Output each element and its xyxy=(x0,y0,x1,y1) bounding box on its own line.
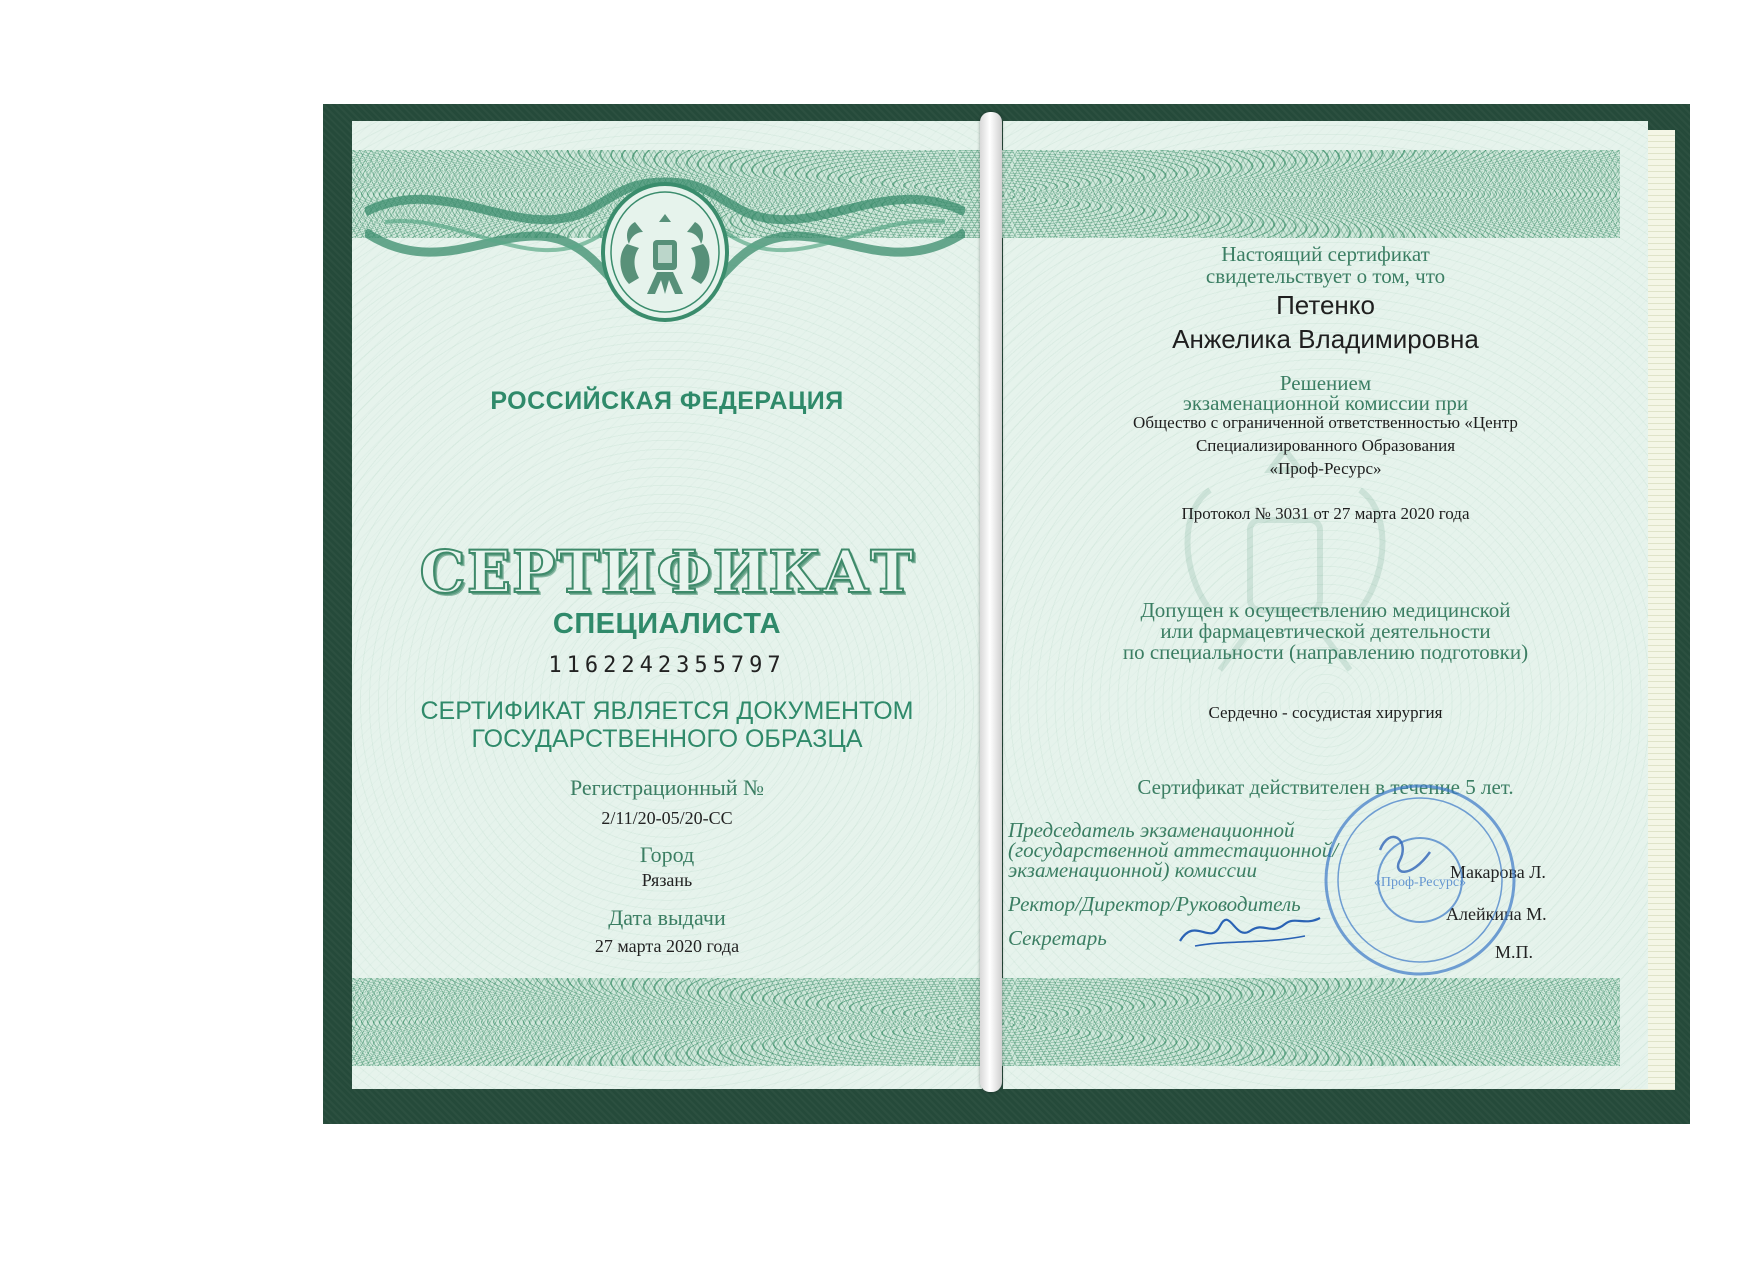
binding-elastic xyxy=(980,112,1002,1092)
seal-place: М.П. xyxy=(1495,942,1534,962)
handwritten-signature xyxy=(1175,896,1325,956)
organization-line-2: Специализированного Образования xyxy=(1195,436,1456,455)
issue-date-value: 27 марта 2020 года xyxy=(594,936,740,956)
chairman-label-line-2: (государственной аттестационной/ xyxy=(1008,838,1339,862)
holder-surname: Петенко xyxy=(1276,290,1375,320)
chairman-label-line-3: экзаменационной) комиссии xyxy=(1008,858,1257,882)
holder-given-names: Анжелика Владимировна xyxy=(1172,324,1479,354)
city-label: Город xyxy=(639,842,695,867)
state-document-line-2: ГОСУДАРСТВЕННОГО ОБРАЗЦА xyxy=(471,725,863,753)
certificate-number: 1162242355797 xyxy=(548,653,786,678)
chairman-label-line-1: Председатель экзаменационной xyxy=(1008,818,1295,842)
secretary-label: Секретарь xyxy=(1008,926,1107,950)
admitted-line-1: Допущен к осуществлению медицинской xyxy=(1140,598,1511,622)
admitted-line-3: по специальности (направлению подготовки) xyxy=(1122,640,1529,664)
certificate-title: СЕРТИФИКАТ xyxy=(419,538,915,606)
organization-line-1: Общество с ограниченной ответственностью «Центр xyxy=(1133,413,1518,432)
registration-label: Регистрационный № xyxy=(569,775,765,800)
certificate-subtitle: СПЕЦИАЛИСТА xyxy=(552,608,782,640)
organization-stamp xyxy=(1320,780,1520,980)
decision-line-2: экзаменационной комиссии при xyxy=(1182,391,1469,415)
issue-date-label: Дата выдачи xyxy=(608,905,726,930)
city-value: Рязань xyxy=(641,870,693,890)
organization-line-3: «Проф-Ресурс» xyxy=(1269,459,1382,478)
coat-of-arms-emblem xyxy=(365,152,965,352)
validity-statement: Сертификат действителен в течение 5 лет. xyxy=(1137,775,1514,799)
chairman-name: Макарова Л. xyxy=(1450,862,1546,882)
registration-value: 2/11/20-05/20-СС xyxy=(601,808,733,828)
protocol-line: Протокол № 3031 от 27 марта 2020 года xyxy=(1181,504,1470,523)
intro-line-2: свидетельствует о том, что xyxy=(1205,264,1446,288)
intro-line-1: Настоящий сертификат xyxy=(1221,242,1430,266)
specialty: Сердечно - сосудистая хирургия xyxy=(1208,703,1443,722)
admitted-line-2: или фармацевтической деятельности xyxy=(1160,619,1491,643)
country-label: РОССИЙСКАЯ ФЕДЕРАЦИЯ xyxy=(490,387,844,415)
stamp-text: «Проф-Ресурс» xyxy=(1373,875,1467,890)
rector-name: Алейкина М. xyxy=(1446,904,1547,924)
rector-label: Ректор/Директор/Руководитель xyxy=(1008,892,1301,916)
state-document-line-1: СЕРТИФИКАТ ЯВЛЯЕТСЯ ДОКУМЕНТОМ xyxy=(420,697,914,725)
decision-line-1: Решением xyxy=(1279,371,1372,395)
